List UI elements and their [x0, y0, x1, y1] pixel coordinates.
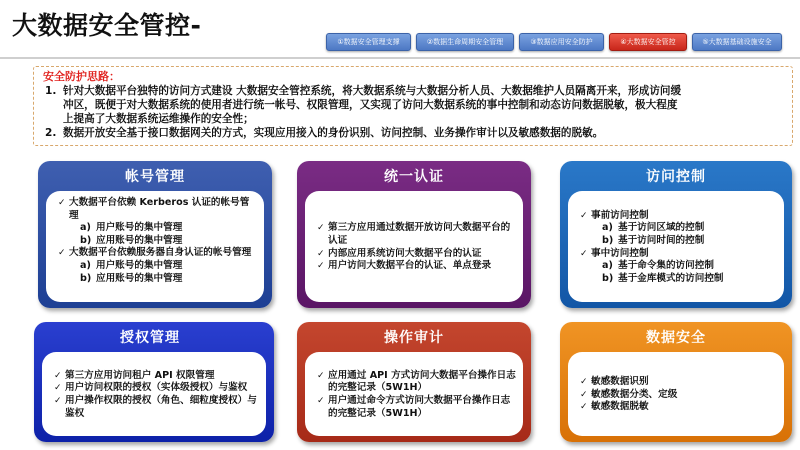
card-operation-audit [297, 322, 531, 442]
overview-item-number: 2. [45, 127, 57, 139]
checkmark-icon: ✓ [317, 261, 325, 272]
checkmark-icon: ✓ [317, 223, 325, 234]
list-item [580, 248, 778, 261]
list-item [54, 370, 260, 383]
sub-item-marker: b) [80, 234, 92, 246]
checkmark-icon: ✓ [58, 248, 66, 259]
sub-item [580, 260, 778, 273]
sub-item-text: 用户账号的集中管理 [96, 222, 183, 234]
card-unified-authentication [297, 161, 531, 308]
list-item [58, 197, 258, 222]
list-item-text: 第三方应用通过数据开放访问大数据平台的认证 [328, 222, 511, 246]
card-body [305, 191, 523, 302]
list-item [317, 395, 517, 420]
sub-item-text: 应用账号的集中管理 [96, 234, 183, 246]
list-item [317, 260, 517, 273]
card-authorization-management [34, 322, 274, 442]
list-item [580, 376, 778, 389]
card-body [46, 191, 264, 302]
sub-item-text: 基于访问区域的控制 [618, 222, 705, 234]
overview-line: 数据开放安全基于接口数据网关的方式，实现应用接入的身份识别、访问控制、业务操作审计以及敏感数据的脱敏。 [63, 127, 604, 139]
list-item [58, 247, 258, 260]
list-item-text: 大数据平台依赖服务器自身认证的帐号管理 [69, 247, 252, 259]
sub-item [580, 273, 778, 286]
checkmark-icon: ✓ [580, 210, 588, 221]
tab-data-application-protection[interactable]: ③数据应用安全防护 [519, 33, 604, 51]
checkmark-icon: ✓ [54, 370, 62, 381]
list-item-text: 用户访问权限的授权（实体级授权）与鉴权 [65, 382, 248, 394]
list-item [580, 401, 778, 414]
card-account-management [38, 161, 272, 308]
list-item [54, 395, 260, 420]
sub-item-marker: a) [80, 222, 91, 234]
overview-line: 针对大数据平台独特的访问方式建设 大数据安全管控系统，将大数据系统与大数据分析人员、大数据维护人员隔离开来，形成访问缓 [63, 85, 682, 97]
card-body [42, 352, 266, 436]
checkmark-icon: ✓ [317, 248, 325, 259]
checkmark-icon: ✓ [54, 396, 62, 406]
sub-item-marker: a) [602, 260, 613, 272]
sub-item-text: 用户账号的集中管理 [96, 259, 183, 271]
sub-item-text: 基于命令集的访问控制 [618, 260, 714, 272]
card-body [305, 352, 523, 436]
page-title: 大数据安全管控- [12, 11, 202, 40]
sub-item [58, 260, 258, 273]
list-item [317, 370, 517, 395]
card-title: 帐号管理 [125, 169, 185, 185]
list-item-text: 内部应用系统访问大数据平台的认证 [328, 247, 482, 259]
sub-item-text: 应用账号的集中管理 [96, 272, 183, 284]
overview-line: 冲区，既便于对大数据系统的使用者进行统一帐号、权限管理，又实现了访问大数据系统的事中控制和动态访问数据脱敏，极大程度 [63, 99, 678, 111]
sub-item [580, 235, 778, 248]
list-item-text: 事前访问控制 [591, 209, 649, 221]
list-item-text: 大数据平台依赖 Kerberos 认证的帐号管理 [69, 197, 250, 221]
title-divider [0, 57, 800, 59]
sub-item [58, 235, 258, 248]
card-access-control [560, 161, 792, 308]
sub-item-marker: b) [602, 234, 614, 246]
overview-item-number: 1. [45, 85, 57, 97]
sub-item [58, 222, 258, 235]
list-item [317, 248, 517, 261]
sub-item-marker: a) [80, 259, 91, 271]
checkmark-icon: ✓ [317, 370, 325, 381]
tab-data-security-support[interactable]: ①数据安全管理支撑 [326, 33, 411, 51]
list-item [54, 382, 260, 395]
checkmark-icon: ✓ [580, 248, 588, 259]
sub-item-marker: b) [80, 272, 92, 284]
card-body [568, 191, 784, 302]
card-title: 操作审计 [384, 330, 444, 346]
card-title: 数据安全 [646, 330, 706, 346]
checkmark-icon: ✓ [54, 383, 62, 394]
checkmark-icon: ✓ [58, 198, 66, 208]
tab-data-lifecycle-security[interactable]: ②数据生命周期安全管理 [416, 33, 514, 51]
sub-item-marker: b) [602, 272, 614, 284]
list-item-text: 事中访问控制 [591, 247, 649, 259]
list-item-text: 用户通过命令方式访问大数据平台操作日志的完整记录（5W1H） [328, 395, 511, 419]
checkmark-icon: ✓ [317, 396, 325, 406]
card-title: 统一认证 [384, 169, 444, 185]
overview-line: 上提高了大数据系统运维操作的安全性； [63, 113, 254, 125]
card-title: 访问控制 [646, 169, 706, 185]
overview-heading: 安全防护思路： [43, 70, 120, 83]
list-item-text: 第三方应用访问租户 API 权限管理 [65, 369, 215, 381]
overview-item [43, 126, 783, 140]
card-body [568, 352, 784, 436]
list-item [317, 222, 517, 247]
checkmark-icon: ✓ [580, 402, 588, 413]
sub-item [58, 273, 258, 286]
sub-item-marker: a) [602, 222, 613, 234]
list-item-text: 用户访问大数据平台的认证、单点登录 [328, 260, 492, 272]
sub-item-text: 基于金库模式的访问控制 [618, 272, 724, 284]
list-item [580, 210, 778, 223]
tab-bar [326, 33, 782, 51]
checkmark-icon: ✓ [580, 377, 588, 388]
list-item-text: 应用通过 API 方式访问大数据平台操作日志的完整记录（5W1H） [328, 369, 516, 394]
list-item-text: 敏感数据分类、定级 [591, 388, 678, 400]
overview-item [43, 84, 783, 126]
sub-item-text: 基于访问时间的控制 [618, 234, 705, 246]
card-data-security [560, 322, 792, 442]
tab-bigdata-security-control[interactable]: ④大数据安全管控 [609, 33, 687, 51]
overview-panel [33, 66, 793, 146]
tab-bigdata-infrastructure-security[interactable]: ⑤大数据基础设施安全 [692, 33, 782, 51]
list-item-text: 用户操作权限的授权（角色、细粒度授权）与鉴权 [65, 395, 257, 419]
list-item-text: 敏感数据识别 [591, 376, 649, 388]
sub-item [580, 222, 778, 235]
list-item-text: 敏感数据脱敏 [591, 401, 649, 413]
checkmark-icon: ✓ [580, 389, 588, 400]
card-title: 授权管理 [120, 330, 180, 346]
list-item [580, 389, 778, 402]
